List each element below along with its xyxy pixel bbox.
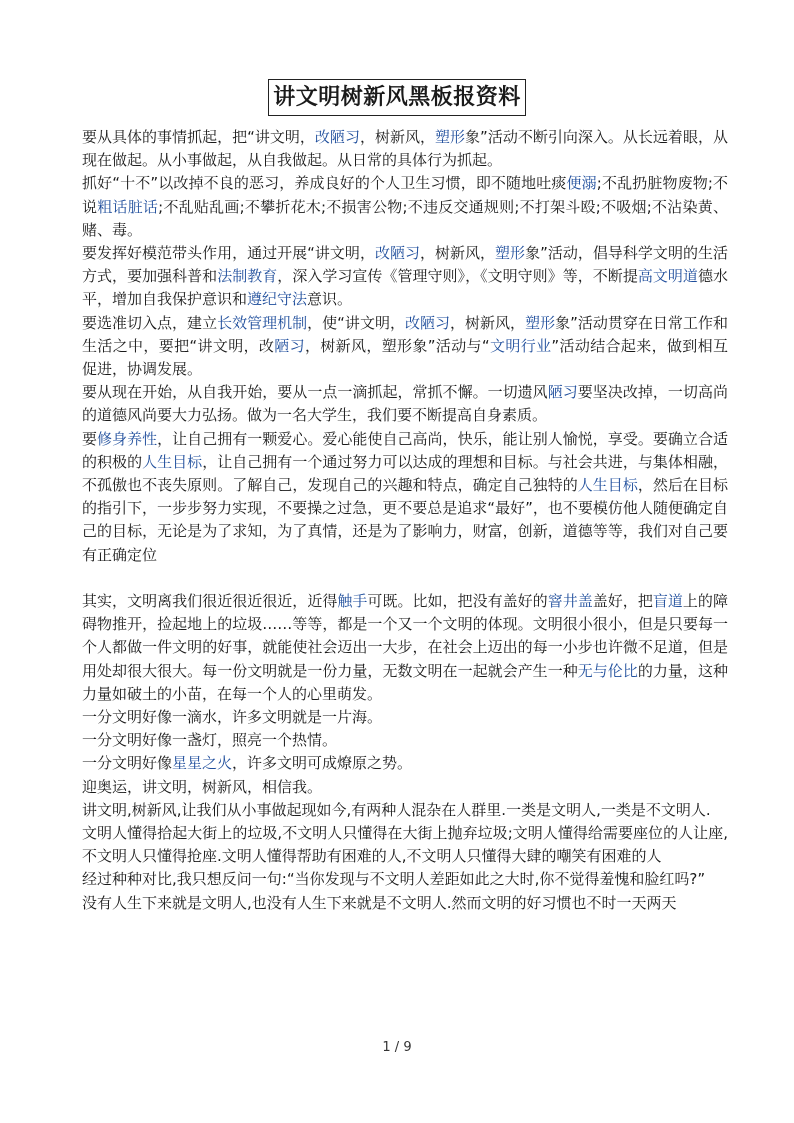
inline-link[interactable]: 塑形 (495, 244, 526, 263)
text-run: ，深入学习宣传《管理守则》，《文明守则》等，不断提 (277, 267, 638, 286)
text-run: 要坚决改掉，一切高尚的道德风尚要大力弘扬。做为一名大学生，我们要不断提高自身素质。 (82, 383, 728, 425)
text-run: 象”活动贯穿在日常工作和生活之中，要把“讲文明，改 (82, 313, 728, 355)
paragraph (82, 822, 728, 868)
inline-link[interactable]: 盲道 (652, 592, 683, 611)
paragraph (82, 892, 728, 915)
text-run: 要发挥好模范带头作用，通过开展“讲文明， (82, 244, 375, 263)
text-run: 要从具体的事情抓起，把“讲文明， (82, 128, 315, 146)
text-run: 经过种种对比,我只想反问一句:“当你发现与不文明人差距如此之大时,你不觉得羞愧和脸红吗?” (82, 870, 706, 889)
paragraph (82, 172, 728, 242)
paragraph (82, 428, 728, 567)
text-run: 讲文明,树新风,让我们从小事做起现如今,有两种人混杂在人群里.一类是文明人,一类是不文明人. (82, 800, 711, 819)
inline-link[interactable]: 改陋习 (314, 128, 360, 146)
text-run: 可既。比如，把没有盖好的 (367, 592, 548, 611)
text-run: 一分文明好像一盏灯，照亮一个热情。 (82, 731, 338, 750)
inline-link[interactable]: 遵纪守法 (247, 290, 308, 309)
text-run: ，树新风， (420, 244, 496, 263)
inline-link[interactable]: 便溺 (566, 174, 597, 193)
inline-link[interactable]: 窨井盖 (547, 592, 593, 611)
title-wrap (0, 79, 794, 116)
inline-link[interactable]: 改陋习 (374, 244, 420, 263)
text-run: 象”活动，倡导科学文明的生活方式，要加强科普和 (82, 244, 728, 286)
inline-link[interactable]: 修身养性 (97, 429, 158, 448)
text-run: 文明人懂得拾起大街上的垃圾,不文明人只懂得在大街上抛弃垃圾;文明人懂得给需要座位的人让座,不文明人只懂得抢座.文明人懂得帮助有困难的人,不文明人只懂得大肆的嘲笑有困难的人 (82, 824, 728, 866)
paragraph (82, 868, 728, 891)
text-run: ，让自己拥有一个通过努力可以达成的理想和目标。与社会共进，与集体相融，不孤傲也不丧失原则。了解自己，发现自己的兴趣和特点，确定自己独特的 (82, 452, 728, 495)
text-run: ;不乱扔脏物废物;不说 (82, 174, 728, 216)
text-run: ，让自己拥有一颗爱心。爱心能使自己高尚，快乐，能让别人愉悦，享受。要确立合适的积极的 (82, 429, 728, 471)
text-run: ，树新风， (359, 128, 435, 146)
text-run: ，使“讲文明， (307, 313, 405, 332)
text-run: 要选准切入点，建立 (82, 313, 218, 332)
paragraph (82, 799, 728, 822)
text-run: 象”活动不断引向深入。从长远着眼，从现在做起。从小事做起，从自我做起。从日常的具体行为抓起。 (82, 128, 728, 170)
paragraph (82, 729, 728, 752)
page-number: 1 / 9 (382, 1040, 412, 1055)
paragraph (82, 242, 728, 312)
paragraph (82, 312, 728, 382)
text-run: 迎奥运，讲文明，树新风，相信我。 (82, 777, 323, 796)
text-run: 要从现在开始，从自我开始，要从一点一滴抓起，常抓不懈。一切遗风 (82, 383, 548, 402)
inline-link[interactable]: 陋习 (274, 336, 305, 355)
text-run: ;不乱贴乱画;不攀折花木;不损害公物;不违反交通规则;不打架斗殴;不吸烟;不沾染黄、赌、毒。 (82, 197, 728, 239)
text-run: 要 (82, 429, 98, 448)
text-run: 其实，文明离我们很近很近很近，近得 (82, 592, 338, 611)
inline-link[interactable]: 高文明道 (637, 267, 698, 286)
inline-link[interactable]: 人生目标 (142, 452, 203, 471)
text-run: 上的障碍物推开，捡起地上的垃圾……等等，都是一个又一个文明的体现。文明很小很小，但是只要每一个人都做一件文明的好事，就能使社会迈出一大步，在社会上迈出的每一小步也许微不足道，但是用处却很大很大。每一份文明就是一份力量，无数文明在一起就会产生一种 (82, 592, 728, 680)
paragraph (82, 381, 728, 427)
paragraph (82, 590, 728, 706)
text-run: ”活动结合起来，做到相互促进，协调发展。 (82, 336, 728, 379)
text-run: 意识。 (307, 290, 353, 309)
text-run: 一分文明好像一滴水，许多文明就是一片海。 (82, 708, 383, 727)
inline-link[interactable]: 星星之火 (172, 754, 233, 773)
paragraph-gap (82, 567, 728, 590)
inline-link[interactable]: 陋习 (547, 383, 578, 402)
text-run: ，树新风， (450, 313, 526, 332)
inline-link[interactable]: 塑形 (435, 128, 466, 146)
text-run: ，许多文明可成燎原之势。 (232, 754, 413, 773)
text-run: 的力量，这种力量如破土的小苗，在每一个人的心里萌发。 (82, 661, 728, 703)
document-title: 讲文明树新风黑板报资料 (268, 79, 526, 116)
text-run: 盖好，把 (592, 592, 653, 611)
paragraph (82, 126, 728, 172)
inline-link[interactable]: 改陋习 (404, 313, 451, 332)
document-body (82, 126, 728, 915)
paragraph (82, 706, 728, 729)
text-run: ，树新风，塑形象”活动与“ (304, 336, 490, 355)
inline-link[interactable]: 粗话脏话 (97, 197, 159, 216)
text-run: ，然后在目标的指引下，一步步努力实现，不要操之过急，更不要总是追求“最好”，也不要模仿他人随便确定自己的目标，无论是为了求知，为了真情，还是为了影响力，财富，创新，道德等等，我们对自己要有正确定位 (82, 476, 728, 564)
inline-link[interactable]: 长效管理机制 (217, 313, 308, 332)
text-run: 德水平，增加自我保护意识和 (82, 267, 728, 309)
inline-link[interactable]: 无与伦比 (577, 661, 638, 680)
paragraph (82, 776, 728, 799)
text-run: 一分文明好像 (82, 754, 173, 773)
text-run: 没有人生下来就是文明人,也没有人生下来就是不文明人.然而文明的好习惯也不时一天两天 (82, 893, 677, 912)
inline-link[interactable]: 塑形 (525, 313, 556, 332)
paragraph (82, 752, 728, 775)
inline-link[interactable]: 文明行业 (489, 336, 552, 355)
text-run: 抓好“十不”以改掉不良的恶习，养成良好的个人卫生习惯，即不随地吐痰 (82, 174, 567, 193)
inline-link[interactable]: 法制教育 (217, 267, 278, 286)
inline-link[interactable]: 触手 (337, 592, 368, 611)
inline-link[interactable]: 人生目标 (577, 476, 638, 495)
